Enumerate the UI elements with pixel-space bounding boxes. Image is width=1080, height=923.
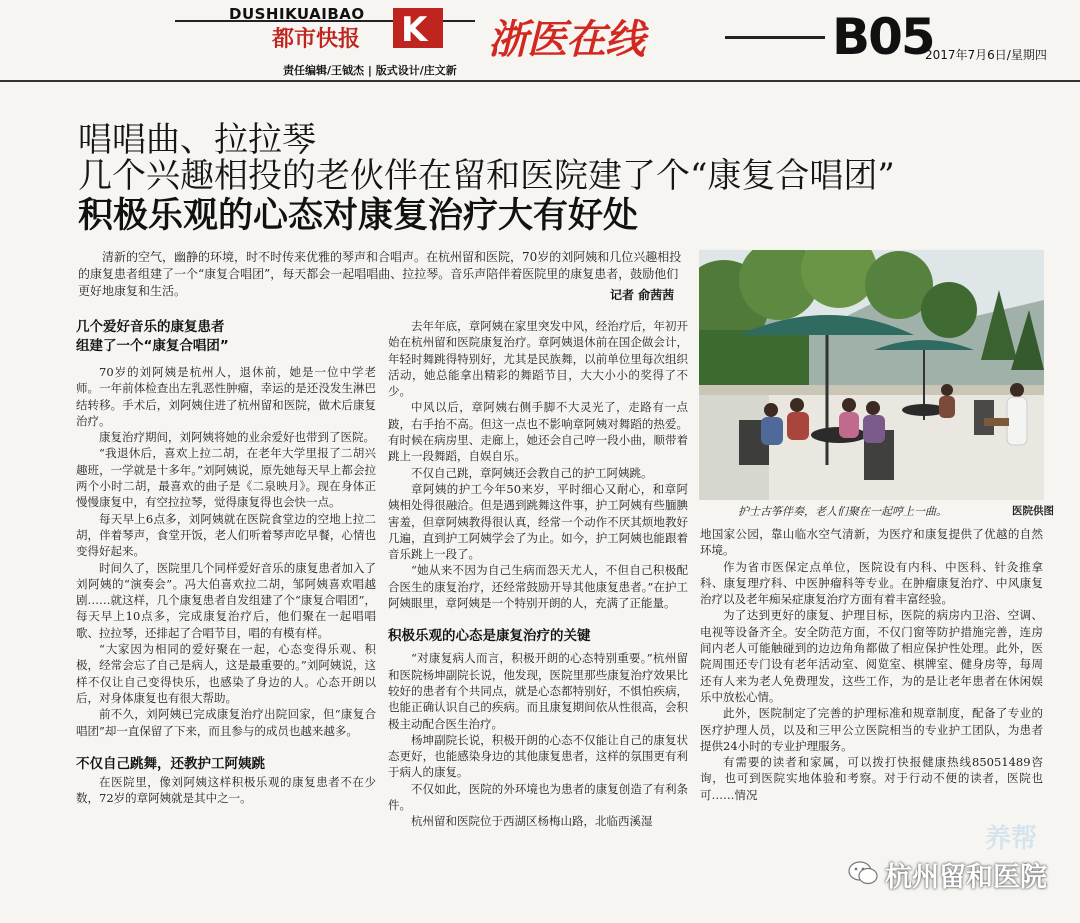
subhead: 组建了一个“康复合唱团” — [76, 338, 229, 354]
column-title: 浙医在线 — [488, 16, 644, 63]
paragraph: “大家因为相同的爱好聚在一起，心态变得乐观、积极，经常会忘了自己是病人，这是最重要的。”刘阿姨说，这样不仅让自己变得快乐，也感染了身边的人。心态开朗以后，对身体康复也有很大帮助。 — [76, 642, 376, 705]
paragraph: 杭州留和医院位于西湖区杨梅山路，北临西溪湿 — [411, 814, 653, 829]
headline-line2: 几个兴趣相投的老伙伴在留和医院建了个“康复合唱团” — [78, 156, 895, 196]
headline-main: 积极乐观的心态对康复治疗大有好处 — [78, 196, 639, 236]
wechat-icon — [848, 860, 878, 886]
article-column-3 — [700, 526, 1043, 803]
paragraph: “她从来不因为自己生病而怨天尤人，不但自己积极配合医生的康复治疗，还经常鼓励开导其他康复患者。”在护工阿姨眼里，章阿姨是一个特别开朗的人，充满了正能量。 — [388, 563, 688, 611]
article-photo — [699, 250, 1044, 500]
paragraph: 每天早上6点多，刘阿姨就在医院食堂边的空地上拉二胡，伴着琴声，食堂开饭，老人们听着琴声吃早餐，心情也变得好起来。 — [76, 511, 376, 559]
paragraph: 前不久，刘阿姨已完成康复治疗出院回家，但“康复合唱团”却一直保留了下来，而且参与的成员也越来越多。 — [76, 707, 376, 738]
editor-credits: 责任编辑/王钺杰 | 版式设计/庄文新 — [283, 64, 457, 77]
subhead: 不仅自己跳舞，还教护工阿姨跳 — [76, 755, 265, 772]
article-column-1 — [76, 318, 376, 806]
paragraph: 不仅如此，医院的外环境也为患者的康复创造了有利条件。 — [388, 781, 688, 813]
paragraph: 康复治疗期间，刘阿姨将她的业余爱好也带到了医院。 — [99, 430, 375, 445]
paragraph: 不仅自己跳，章阿姨还会教自己的护工阿姨跳。 — [411, 465, 653, 480]
masthead-brand: 都市快报 — [272, 27, 361, 52]
paragraph: 地国家公园，靠山临水空气清新，为医疗和康复提供了优越的自然环境。 — [700, 527, 1043, 558]
paragraph: 70岁的刘阿姨是杭州人，退休前，她是一位中学老师。一年前体检查出左乳恶性肿瘤，幸运的是还没发生淋巴结转移。手术后，刘阿姨住进了杭州留和医院，做术后康复治疗。 — [76, 365, 376, 428]
account-watermark: 杭州留和医院 — [885, 862, 1047, 893]
paragraph: 去年年底，章阿姨在家里突发中风，经治疗后，年初开始在杭州留和医院康复治疗。章阿姨退休前在国企做会计，年轻时舞跳得特别好，尤其是民族舞，以前单位里每次组织活动，她总能拿出精彩的舞蹈节目，大大小小的奖得了不少。 — [388, 319, 688, 399]
page-code: B05 — [832, 8, 934, 66]
paragraph: 为了达到更好的康复、护理目标，医院的病房内卫浴、空调、电视等设备齐全。安全防范方面，不仅门窗等防护措施完善，连房间内老人可能触碰到的边边角角都做了相应保护性处理。此外，医院周围还专门设有老年活动室、阅览室、棋牌室、健身房等，每周还有人来为老人免费理发，这些工作，为的是让老年患者在休闲娱乐中放松心情。 — [700, 608, 1043, 704]
article-lead: 清新的空气，幽静的环境，时不时传来优雅的琴声和合唱声。在杭州留和医院，70岁的刘阿姨和几位兴趣相投的康复患者组建了一个“康复合唱团”，每天都会一起唱唱曲、拉拉琴。音乐声陪伴着医院里的康复患者，鼓励他们更好地康复和生活。 — [78, 250, 682, 298]
subhead: 几个爱好音乐的康复患者 — [76, 319, 225, 335]
masthead-pinyin: DUSHIKUAIBAO — [229, 5, 365, 23]
photo-caption: 护士古筝伴奏，老人们聚在一起哼上一曲。 — [738, 505, 947, 518]
byline: 记者 俞茜茜 — [610, 288, 675, 302]
paragraph: 有需要的读者和家属，可以拨打快报健康热线85051489咨询，也可到医院实地体验和考察。对于行动不便的读者，医院也可……情况 — [700, 755, 1043, 802]
paragraph: 章阿姨的护工今年50来岁，平时细心又耐心，和章阿姨相处得很融洽。但是遇到跳舞这件事，护工阿姨有些腼腆害羞，但章阿姨教得很认真，经常一个动作不厌其烦地教好几遍，直到护工阿姨学会了为止。如今，护工阿姨也能跟着音乐跳上一段了。 — [388, 481, 688, 562]
newspaper-logo-icon: K — [393, 8, 443, 48]
paragraph: 时间久了，医院里几个同样爱好音乐的康复患者加入了刘阿姨的“演奏会”。冯大伯喜欢拉二胡，邹阿姨喜欢唱越剧……就这样，几个康复患者自发组建了个“康复合唱团”，每天早上10点多，完成康复治疗后，他们聚在一起唱唱歌、拉拉琴，还排起了合唱节目，唱的有模有样。 — [76, 560, 376, 640]
paragraph: 作为省市医保定点单位，医院设有内科、中医科、针灸推拿科、康复理疗科、中医肿瘤科等专业。在肿瘤康复治疗、中风康复治疗以及老年痴呆症康复治疗方面有着丰富经验。 — [700, 559, 1043, 607]
masthead-rule-mid — [725, 36, 825, 39]
paragraph: 中风以后，章阿姨右侧手脚不大灵光了，走路有一点跛，右手抬不高。但这一点也不影响章阿姨对舞蹈的热爱。有时候在病房里、走廊上，她还会自己哼一段小曲，顺带着跳上一段舞蹈，自娱自乐。 — [388, 400, 688, 464]
photo-credit: 医院供图 — [1012, 505, 1054, 517]
subhead: 积极乐观的心态是康复治疗的关键 — [388, 628, 591, 645]
paragraph: 杨坤副院长说，积极开朗的心态不仅能让自己的康复状态更好，也能感染身边的其他康复患者，这样的氛围更有利于病人的康复。 — [388, 732, 688, 780]
article-column-2 — [388, 318, 688, 830]
paragraph: “我退休后，喜欢上拉二胡，在老年大学里报了二胡兴趣班，一学就是十多年。”刘阿姨说，原先她每天早上都会拉两个小时二胡，最喜欢的曲子是《二泉映月》。现在身体正慢慢康复中，有空拉拉琴，觉得康复得也会快一点。 — [76, 446, 376, 510]
paragraph: 在医院里，像刘阿姨这样积极乐观的康复患者不在少数，72岁的章阿姨就是其中之一。 — [76, 774, 376, 806]
masthead-divider — [0, 80, 1080, 82]
paragraph: 此外，医院制定了完善的护理标准和规章制度，配备了专业的医疗护理人员，以及和三甲公立医院相当的专业护工团队，为患者提供24小时的专业护理服务。 — [700, 706, 1043, 753]
overlay-watermark: 养帮 — [985, 824, 1038, 854]
paragraph: “对康复病人而言，积极开朗的心态特别重要。”杭州留和医院杨坤副院长说，他发现，医院里那些康复治疗效果比较好的患者有个共同点，就是心态都特别好，不惧怕疾病，也能正确认识自己的疾病。而且康复期间依从性很高，会积极主动配合医生治疗。 — [388, 651, 688, 731]
garden-scene-image — [699, 250, 1044, 500]
headline-line1: 唱唱曲、拉拉琴 — [78, 120, 316, 160]
issue-date: 2017年7月6日/星期四 — [925, 48, 1047, 62]
